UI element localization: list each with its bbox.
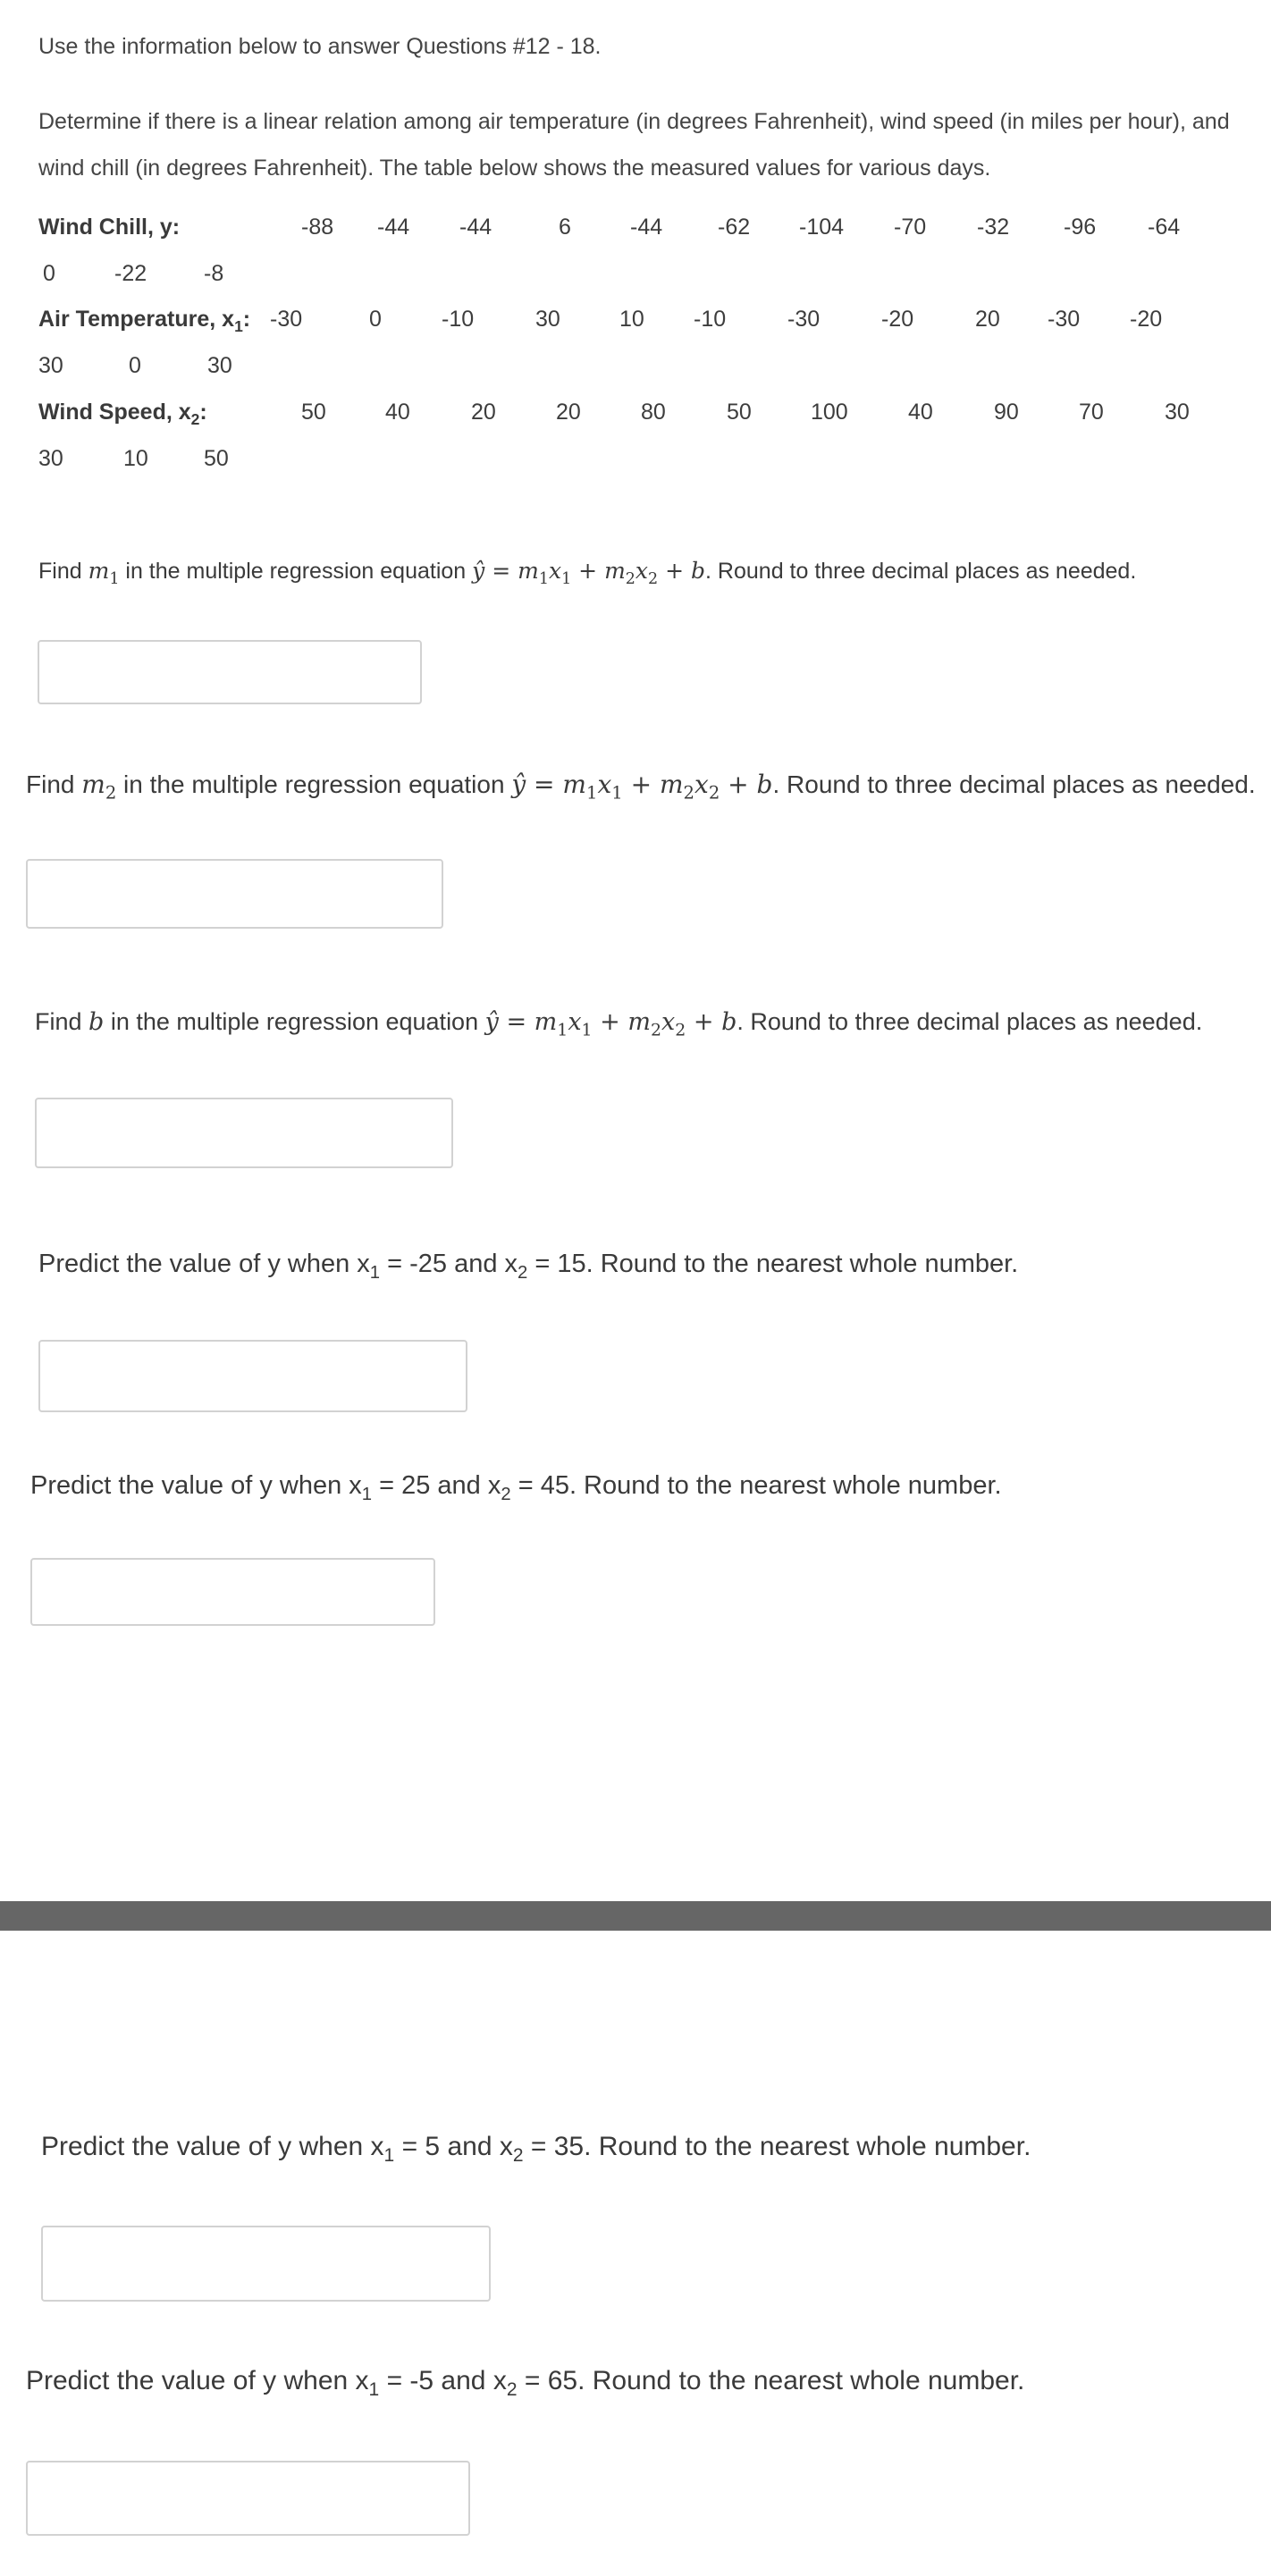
air-temp-value: 0: [129, 353, 141, 378]
eq-sub: 1: [561, 570, 572, 588]
air-temp-value: 30: [38, 353, 63, 378]
wind-speed-value: 50: [301, 400, 326, 425]
eq-x: x: [694, 770, 709, 799]
q1-text: in the multiple regression equation: [119, 559, 473, 584]
question-find-m2: [26, 770, 1256, 804]
answer-input-predict-4[interactable]: [26, 2461, 470, 2536]
eq-sub: 1: [611, 782, 623, 804]
eq-m: m: [562, 770, 586, 799]
question-predict-2: [30, 1471, 1002, 1505]
eq-m: m: [518, 558, 539, 584]
wind-chill-value: -44: [630, 215, 663, 240]
air-temp-sub: 1: [234, 317, 243, 335]
q1-tail: . Round to three decimal places as needed.: [705, 559, 1137, 584]
answer-input-predict-2[interactable]: [30, 1558, 435, 1626]
q5-sub1: 1: [361, 1484, 373, 1504]
q3-tail: . Round to three decimal places as needed.: [737, 1008, 1203, 1035]
air-temp-value: -30: [787, 307, 821, 332]
answer-input-m1[interactable]: [38, 640, 422, 704]
air-temp-value: 30: [535, 307, 560, 332]
air-temp-value: -20: [881, 307, 914, 332]
eq-plus: +: [622, 770, 660, 799]
eq-plus: +: [592, 1008, 628, 1036]
wind-speed-value: 50: [727, 400, 752, 425]
answer-input-predict-1[interactable]: [38, 1340, 467, 1412]
eq-sub: 1: [538, 570, 549, 588]
description-line-1: Determine if there is a linear relation among air temperature (in degrees Fahrenheit), wind speed (in miles per hour), and: [38, 109, 1230, 134]
air-temp-value: -20: [1130, 307, 1163, 332]
air-temp-value: 0: [369, 307, 382, 332]
wind-chill-value: -44: [459, 215, 492, 240]
description-line-2: wind chill (in degrees Fahrenheit). The table below shows the measured values for various days.: [38, 156, 991, 181]
eq-sub: 2: [708, 782, 720, 804]
wind-speed-sub: 2: [190, 410, 200, 428]
q6-text-b: = 5 and x: [394, 2132, 513, 2161]
air-temp-colon: :: [242, 307, 251, 332]
eq-m: m: [659, 770, 684, 799]
eq-x: x: [661, 1008, 676, 1036]
wind-chill-value: -44: [377, 215, 410, 240]
q4-text-a: Predict the value of y when x: [38, 1250, 370, 1278]
air-temp-value: 30: [207, 353, 232, 378]
q7-text-a: Predict the value of y when x: [26, 2366, 369, 2395]
wind-speed-value: 90: [994, 400, 1019, 425]
wind-chill-label: Wind Chill, y:: [38, 215, 181, 240]
question-find-b: [35, 1008, 1202, 1040]
question-predict-3: [41, 2132, 1031, 2167]
air-temp-value: -30: [270, 307, 303, 332]
wind-chill-value: -104: [799, 215, 845, 240]
eq-b: b: [756, 770, 773, 799]
wind-speed-value: 100: [811, 400, 848, 425]
q4-sub1: 1: [369, 1262, 381, 1283]
eq-yhat: ŷ: [484, 1008, 499, 1036]
wind-speed-value: 40: [385, 400, 410, 425]
wind-speed-value: 20: [471, 400, 496, 425]
problem-description: [38, 98, 1230, 191]
air-temp-label: [38, 307, 250, 336]
eq-sub: 1: [557, 1020, 568, 1040]
eq-plus: +: [658, 558, 692, 584]
eq-equals: =: [526, 770, 563, 799]
eq-sub: 2: [683, 782, 695, 804]
wind-chill-value: -22: [114, 261, 147, 286]
wind-chill-value: 6: [559, 215, 571, 240]
question-predict-1: [38, 1250, 1018, 1284]
eq-yhat: ŷ: [511, 770, 526, 799]
q1-var-sub: 1: [109, 570, 120, 588]
q2-var-sub: 2: [105, 782, 117, 804]
eq-x: x: [635, 558, 649, 584]
answer-input-b[interactable]: [35, 1098, 453, 1168]
air-temp-value: -10: [442, 307, 475, 332]
instructions-text: Use the information below to answer Questions #12 - 18.: [38, 34, 602, 59]
wind-speed-value: 80: [641, 400, 666, 425]
wind-chill-value: -70: [894, 215, 927, 240]
q4-text-b: = -25 and x: [380, 1250, 518, 1278]
eq-x: x: [568, 1008, 582, 1036]
wind-chill-value: -62: [718, 215, 751, 240]
q4-text-c: = 15. Round to the nearest whole number.: [527, 1250, 1019, 1278]
wind-speed-value: 70: [1079, 400, 1104, 425]
eq-sub: 2: [648, 570, 659, 588]
q5-text-c: = 45. Round to the nearest whole number.: [510, 1471, 1002, 1500]
wind-speed-value: 20: [556, 400, 581, 425]
eq-sub: 2: [625, 570, 636, 588]
wind-chill-value: -8: [204, 261, 224, 286]
eq-b: b: [721, 1008, 737, 1036]
q1-var: m: [88, 558, 110, 584]
section-divider: [0, 1901, 1271, 1931]
eq-sub: 1: [585, 782, 598, 804]
air-temp-value: 10: [619, 307, 644, 332]
question-find-m1: [38, 558, 1136, 588]
eq-m: m: [604, 558, 626, 584]
instructions-line: [38, 34, 602, 60]
eq-equals: =: [498, 1008, 534, 1036]
eq-sub: 1: [581, 1020, 593, 1040]
q2-find: Find: [26, 770, 75, 798]
wind-speed-value: 30: [38, 446, 63, 471]
eq-b: b: [691, 558, 706, 584]
q3-equation: [484, 1008, 737, 1040]
air-temp-value: 20: [975, 307, 1000, 332]
q5-sub2: 2: [501, 1484, 511, 1504]
q2-tail: . Round to three decimal places as needed.: [772, 770, 1256, 798]
eq-x: x: [597, 770, 612, 799]
wind-speed-value: 30: [1165, 400, 1190, 425]
wind-speed-value: 50: [204, 446, 229, 471]
q7-sub2: 2: [506, 2379, 518, 2400]
eq-plus: +: [720, 770, 757, 799]
wind-chill-value: -96: [1064, 215, 1097, 240]
wind-chill-value: -64: [1148, 215, 1181, 240]
q6-sub2: 2: [512, 2145, 524, 2166]
wind-speed-label-text: Wind Speed, x: [38, 400, 191, 425]
q5-text-a: Predict the value of y when x: [30, 1471, 362, 1500]
air-temp-value: -30: [1048, 307, 1081, 332]
q6-text-c: = 35. Round to the nearest whole number.: [523, 2132, 1031, 2161]
q7-text-c: = 65. Round to the nearest whole number.: [517, 2366, 1025, 2395]
wind-chill-value: -88: [301, 215, 334, 240]
wind-speed-colon: :: [199, 400, 207, 425]
q2-text: in the multiple regression equation: [116, 770, 512, 798]
q3-text: in the multiple regression equation: [104, 1008, 485, 1035]
eq-plus: +: [571, 558, 605, 584]
answer-input-m2[interactable]: [26, 859, 443, 929]
q1-find: Find: [38, 559, 82, 584]
q7-sub1: 1: [368, 2379, 380, 2400]
wind-speed-value: 10: [123, 446, 148, 471]
eq-m: m: [534, 1008, 558, 1036]
wind-chill-value: -32: [977, 215, 1010, 240]
eq-yhat: ŷ: [472, 558, 485, 584]
q7-text-b: = -5 and x: [379, 2366, 507, 2395]
answer-input-predict-3[interactable]: [41, 2226, 491, 2302]
q3-var: b: [88, 1008, 105, 1036]
q2-var: m: [81, 770, 105, 799]
air-temp-value: -10: [694, 307, 727, 332]
q5-text-b: = 25 and x: [372, 1471, 501, 1500]
air-temp-label-text: Air Temperature, x: [38, 307, 235, 332]
q3-find: Find: [35, 1008, 82, 1035]
q6-text-a: Predict the value of y when x: [41, 2132, 384, 2161]
q4-sub2: 2: [518, 1262, 528, 1283]
wind-speed-label: [38, 400, 207, 429]
eq-m: m: [627, 1008, 651, 1036]
eq-equals: =: [484, 558, 518, 584]
eq-plus: +: [686, 1008, 722, 1036]
wind-chill-value: 0: [43, 261, 55, 286]
wind-speed-value: 40: [908, 400, 933, 425]
eq-sub: 2: [675, 1020, 686, 1040]
eq-sub: 2: [650, 1020, 662, 1040]
eq-x: x: [548, 558, 562, 584]
question-predict-4: [26, 2366, 1024, 2401]
q1-equation: [472, 558, 706, 588]
q2-equation: [511, 770, 773, 804]
q6-sub1: 1: [383, 2145, 395, 2166]
